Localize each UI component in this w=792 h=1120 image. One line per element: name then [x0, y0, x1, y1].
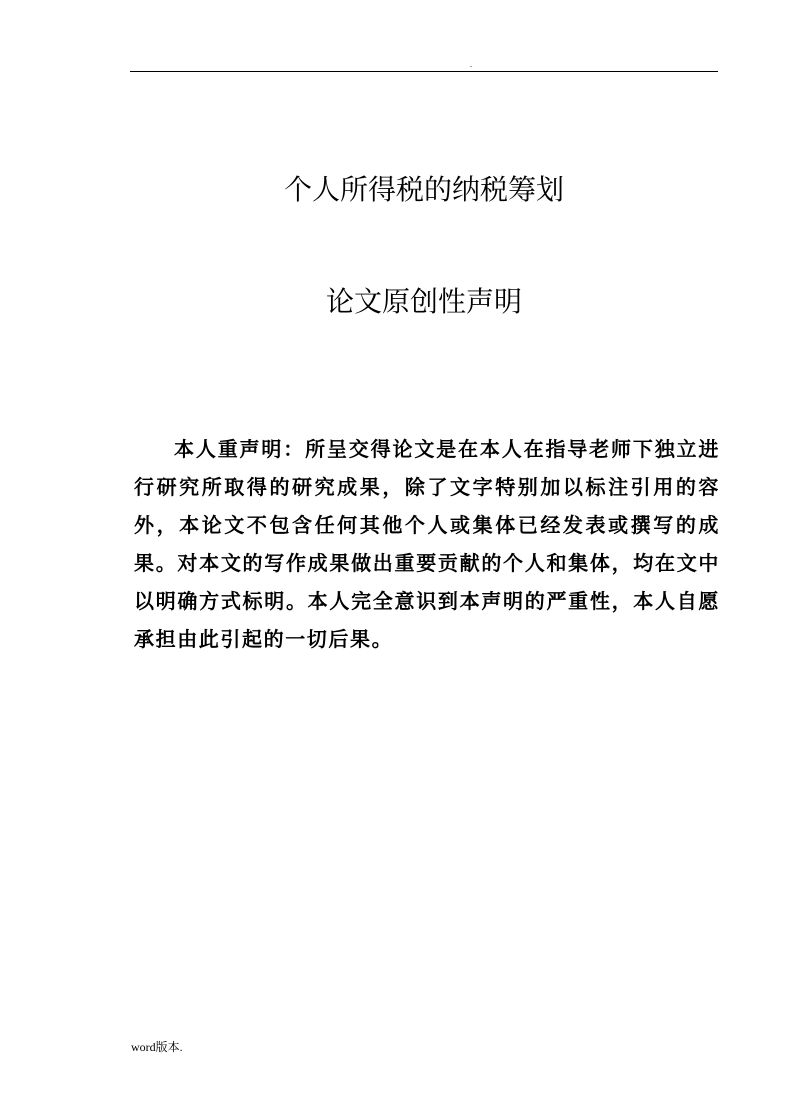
- footer-note: word版本.: [131, 1040, 183, 1054]
- header-mark: .: [470, 60, 472, 69]
- header-rule: [130, 71, 718, 72]
- document-title: 个人所得税的纳税筹划: [283, 173, 564, 206]
- declaration-paragraph: 本人重声明：所呈交得论文是在本人在指导老师下独立进行研究所取得的研究成果，除了文字特别加以标注引用的容外，本论文不包含任何其他个人或集体已经发表或撰写的成果。对本文的写作成果做出重要贡献的个人和集体，均在文中以明确方式标明。本人完全意识到本声明的严重性，本人自愿承担由此引起的一切后果。: [134, 437, 720, 651]
- section-title: 论文原创性声明: [325, 285, 522, 318]
